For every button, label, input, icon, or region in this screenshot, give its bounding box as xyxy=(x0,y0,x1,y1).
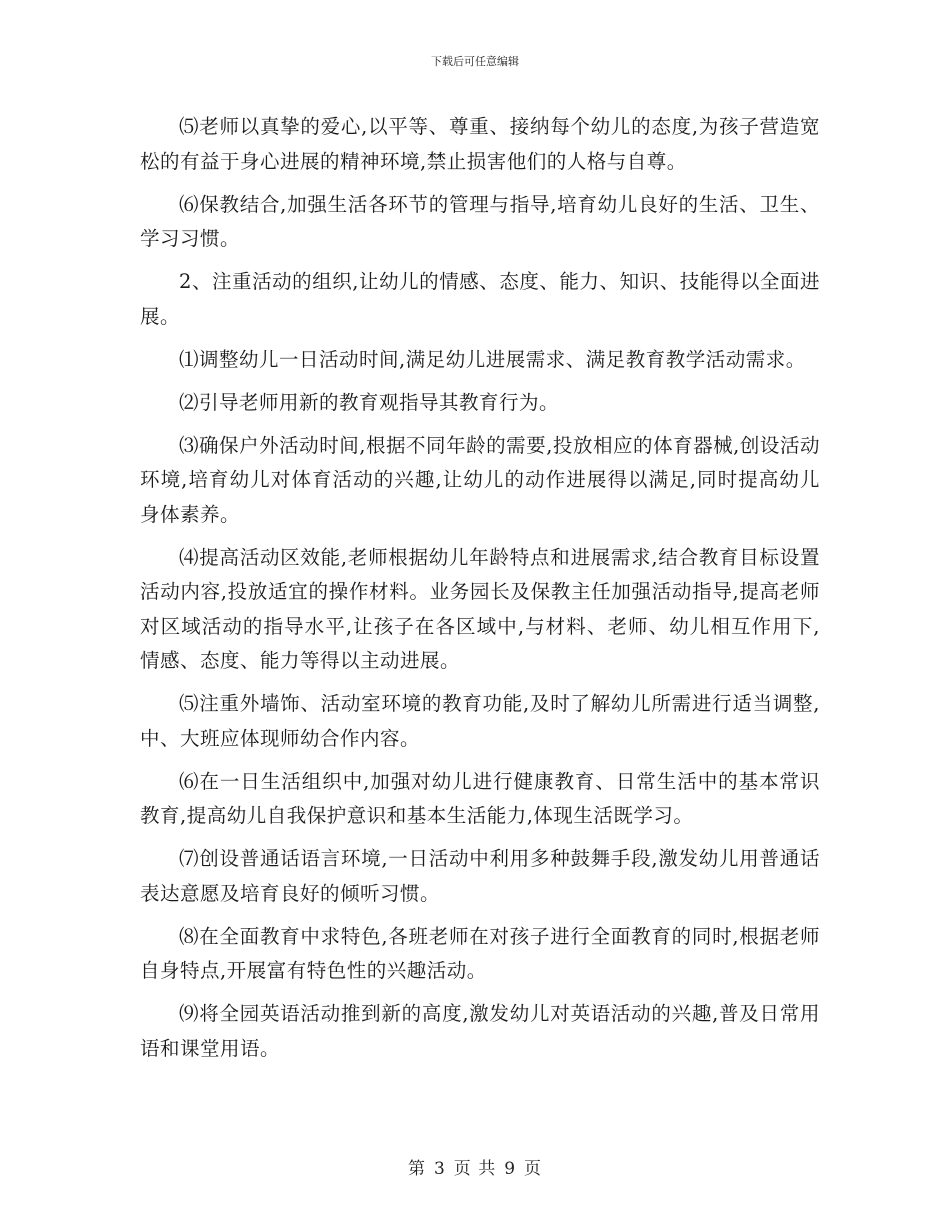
document-body xyxy=(140,110,820,1075)
paragraph: ⑻在全面教育中求特色,各班老师在对孩子进行全面教育的同时,根据老师自身特点,开展富有特色性的兴趣活动。 xyxy=(140,924,820,982)
page-footer xyxy=(0,1154,950,1179)
paragraph: ⑺创设普通话语言环境,一日活动中利用多种鼓舞手段,激发幼儿用普通话表达意愿及培育良好的倾听习惯。 xyxy=(140,847,820,905)
footer-total-pages: 9 xyxy=(504,1159,517,1179)
paragraph: ⑴调整幼儿一日活动时间,满足幼儿进展需求、满足教育教学活动需求。 xyxy=(179,347,806,371)
paragraph: ⑹保教结合,加强生活各环节的管理与指导,培育幼儿良好的生活、卫生、学习习惯。 xyxy=(140,192,820,250)
footer-page-number: 3 xyxy=(433,1159,446,1179)
footer-prefix: 第 xyxy=(407,1159,426,1179)
paragraph: ⑹在一日生活组织中,加强对幼儿进行健康教育、日常生活中的基本常识教育,提高幼儿自我保护意识和基本生活能力,体现生活既学习。 xyxy=(140,769,820,827)
page-header: 下载后可任意编辑 xyxy=(431,55,519,68)
paragraph: ⑷提高活动区效能,老师根据幼儿年龄特点和进展需求,结合教育目标设置活动内容,投放适宜的操作材料。业务园长及保教主任加强活动指导,提高老师对区域活动的指导水平,让孩子在各区域中,与材料、老师、幼儿相互作用下,情感、态度、能力等得以主动进展。 xyxy=(140,545,820,672)
paragraph: ⑸老师以真挚的爱心,以平等、尊重、接纳每个幼儿的态度,为孩子营造宽松的有益于身心进展的精神环境,禁止损害他们的人格与自尊。 xyxy=(140,115,820,173)
paragraph: ⑵引导老师用新的教育观指导其教育行为。 xyxy=(179,390,560,414)
paragraph: ⑶确保户外活动时间,根据不同年龄的需要,投放相应的体育器械,创设活动环境,培育幼儿对体育活动的兴趣,让幼儿的动作进展得以满足,同时提高幼儿身体素养。 xyxy=(140,433,820,526)
paragraph: 2、注重活动的组织,让幼儿的情感、态度、能力、知识、技能得以全面进展。 xyxy=(140,270,820,328)
paragraph: ⑼将全园英语活动推到新的高度,激发幼儿对英语活动的兴趣,普及日常用语和课堂用语。 xyxy=(140,1002,820,1060)
footer-middle: 页 共 xyxy=(453,1159,497,1179)
footer-suffix: 页 xyxy=(524,1159,543,1179)
paragraph: ⑸注重外墙饰、活动室环境的教育功能,及时了解幼儿所需进行适当调整,中、大班应体现师幼合作内容。 xyxy=(140,692,820,750)
